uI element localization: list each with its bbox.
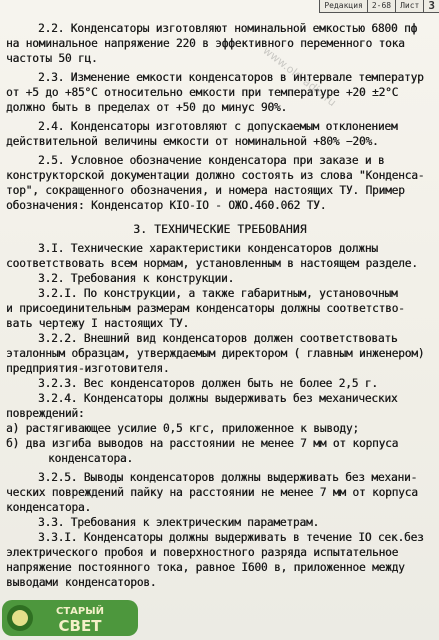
revision-stamp — [319, 0, 439, 13]
text-line: 3.2. Требования к конструкции. — [38, 272, 235, 285]
text-line: 2.3. Изменение емкости конденсаторов в интервале температур — [38, 71, 424, 84]
text-line: напряжение постоянного тока, равное I600 в, приложенное между — [6, 561, 405, 574]
logo — [0, 598, 140, 638]
text-line: 3.2.5. Выводы конденсаторов должны выдерживать без механи- — [38, 471, 418, 484]
text-line: ческих повреждений пайку на расстоянии не менее 7 мм от корпуса — [6, 486, 418, 499]
sheet-label: Лист — [396, 0, 424, 12]
text-line: частоты 50 гц. — [6, 52, 98, 65]
text-line: конструкторской документации должно состоять из слова "Конденса- — [6, 169, 425, 182]
text-line: предприятия-изготовителя. — [6, 362, 170, 375]
text-line: конденсатора. — [6, 501, 91, 514]
revision-label: Редакция — [320, 0, 368, 12]
section-heading: 3. ТЕХНИЧЕСКИЕ ТРЕБОВАНИЯ — [133, 223, 307, 236]
text-line: 2.4. Конденсаторы изготовляют с допускаемым отклонением — [38, 120, 398, 133]
text-line: электрического пробоя и поверхностного разряда испытательное — [6, 546, 399, 559]
text-line: выводами конденсаторов. — [6, 576, 157, 589]
text-line: а) растягивающее усилие 0,5 кгс, приложенное к выводу; — [6, 422, 359, 435]
sheet-number: 3 — [428, 0, 435, 12]
document-body — [6, 21, 434, 590]
text-line: 3.2.I. По конструкции, а также габаритным, установочным — [38, 287, 398, 300]
text-line: на номинальное напряжение 220 в эффективного переменного тока — [6, 37, 405, 50]
logo-line1: СТАРЫЙ — [56, 606, 104, 617]
text-line: соответствовать всем нормам, установленным в настоящем разделе. — [6, 257, 418, 270]
text-line: 3.3.I. Конденсаторы должны выдерживать в течение IО сек.без — [38, 531, 424, 544]
text-line: 2.5. Условное обозначение конденсатора при заказе и в — [38, 154, 385, 167]
revision-value: 2-68 — [368, 0, 396, 12]
text-line: и присоединительным размерам конденсаторы должны соответство- — [6, 302, 405, 315]
text-line: конденсатора. — [48, 452, 133, 465]
text-line: должно быть в пределах от +50 до минус 90%. — [6, 101, 288, 114]
text-line: 3.2.2. Внешний вид конденсаторов должен соответствовать — [38, 332, 398, 345]
text-line: тор", сокращенного обозначения, и номера настоящих ТУ. Пример — [6, 184, 405, 197]
text-line: 3.3. Требования к электрическим параметрам. — [38, 516, 320, 529]
text-line: обозначения: Конденсатор КIО-IО - ОЖО.460.062 ТУ. — [6, 199, 327, 212]
text-line: б) два изгиба выводов на расстоянии не менее 7 мм от корпуса — [6, 437, 399, 450]
text-line: действительной величины емкости от номинальной +80% −20%. — [6, 135, 379, 148]
text-line: вать чертежу I настоящих ТУ. — [6, 317, 189, 330]
text-line: 3.2.4. Конденсаторы должны выдерживать без механических — [38, 392, 398, 405]
text-line: 3.2.3. Вес конденсаторов должен быть не более 2,5 г. — [38, 377, 378, 390]
watermark-text: www.oldradio.ru — [260, 43, 339, 110]
text-line: эталонным образцам, утверждаемым директором ( главным инженером) — [6, 347, 425, 360]
text-line: 3.I. Технические характеристики конденсаторов должны — [38, 242, 378, 255]
text-line: повреждений: — [6, 407, 85, 420]
logo-line2: СВЕТ — [58, 617, 102, 635]
text-line: от +5 до +85°С относительно емкости при температуре +20 ±2°С — [6, 86, 399, 99]
text-line: 2.2. Конденсаторы изготовляют номинальной емкостью 6800 пф — [38, 22, 418, 35]
